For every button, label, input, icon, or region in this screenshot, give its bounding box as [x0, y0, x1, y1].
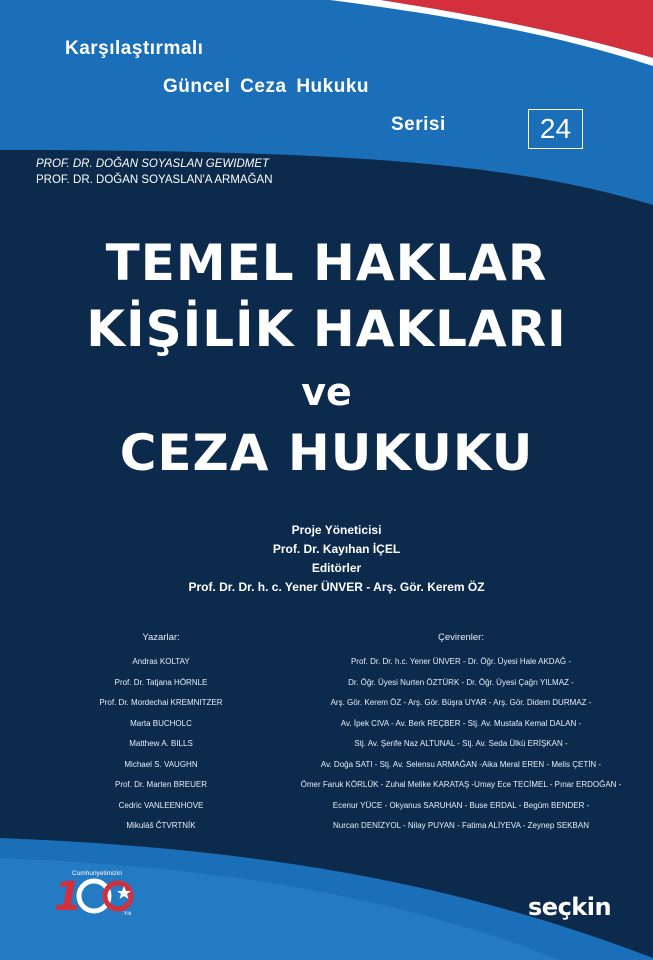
publisher-logo: seçkin: [528, 893, 612, 921]
translator-line: Ecenur YÜCE - Okyanus SARUHAN - Buse ERDAL - Begüm BENDER -: [332, 800, 590, 810]
author-item: Cedric VANLEENHOVE: [118, 800, 204, 810]
translator-line: Dr. Öğr. Üyesi Nurten ÖZTÜRK - Dr. Öğr. Üyesi Çağrı YILMAZ -: [348, 677, 574, 687]
series-name-line-2: Güncel Ceza Hukuku: [163, 76, 369, 97]
project-manager-name: Prof. Dr. Kayıhan İÇEL: [272, 542, 401, 556]
authors-heading: Yazarlar:: [142, 632, 180, 643]
series-name-line-1: Karşılaştırmalı: [65, 38, 204, 59]
project-manager-label: Proje Yöneticisi: [291, 523, 382, 537]
author-item: Prof. Dr. Marten BREUER: [114, 780, 208, 789]
translators-list: [284, 652, 638, 837]
author-item: Andras KOLTAY: [132, 657, 190, 666]
book-title-line-1: TEMEL HAKLAR: [105, 234, 548, 292]
credits-block: [0, 521, 653, 597]
translator-line: Av. Doğa SATI - Stj. Av. Selensu ARMAĞAN -Aika Meral EREN - Melis ÇETİN -: [320, 759, 602, 769]
authors-list: [0, 652, 322, 837]
editors-names: Prof. Dr. Dr. h. c. Yener ÜNVER - Arş. Gör. Kerem ÖZ: [188, 580, 485, 594]
svg-text:1: 1: [54, 874, 82, 916]
series-name-line-3: Serisi: [391, 114, 446, 135]
translator-line: Prof. Dr. Dr. h.c. Yener ÜNVER - Dr. Öğr. Üyesi Hale AKDAĞ -: [350, 657, 572, 666]
dedication-german: PROF. DR. DOĞAN SOYASLAN GEWIDMET: [36, 158, 270, 170]
logo-caption: Cumhuriyetimizin: [72, 870, 122, 877]
logo-suffix: .Yılı: [122, 911, 132, 917]
author-item: Mikuláš ČTVRTNÍK: [126, 821, 196, 830]
book-title-conjunction: ve: [301, 370, 352, 414]
dedication-turkish: PROF. DR. DOĞAN SOYASLAN'A ARMAĞAN: [36, 174, 273, 186]
book-title-line-2: KİŞİLİK HAKLARI: [86, 300, 567, 358]
translator-line: Av. İpek CIVA - Av. Berk REÇBER - Stj. Av. Mustafa Kemal DALAN -: [340, 718, 582, 728]
author-item: Michael S. VAUGHN: [124, 759, 198, 769]
editors-label: Editörler: [311, 561, 362, 575]
translator-line: Arş. Gör. Kerem ÖZ - Arş. Gör. Büşra UYAR - Arş. Gör. Didem DURMAZ -: [330, 698, 592, 707]
translator-line: Nurcan DENİZYOL - Nilay PUYAN - Fatima ALİYEVA - Zeynep SEKBAN: [333, 821, 589, 830]
translator-line: Stj. Av. Şerife Naz ALTUNAL - Stj. Av. Seda Ülkü ERİŞKAN -: [354, 739, 568, 748]
translator-line: Ömer Faruk KÖRLÜK - Zuhal Melike KARATAŞ -Umay Ece TECİMEL - Pınar ERDOĞAN -: [300, 780, 622, 789]
author-item: Matthew A. BILLS: [129, 739, 193, 748]
author-item: Prof. Dr. Mordechai KREMNITZER: [99, 698, 223, 707]
author-item: Marta BUCHOLC: [130, 718, 192, 728]
translators-heading: Çevirenler:: [438, 632, 484, 643]
author-item: Prof. Dr. Tatjana HÖRNLE: [114, 677, 208, 687]
series-number-box: 24: [528, 109, 583, 149]
book-title-line-4: CEZA HUKUKU: [119, 424, 534, 482]
